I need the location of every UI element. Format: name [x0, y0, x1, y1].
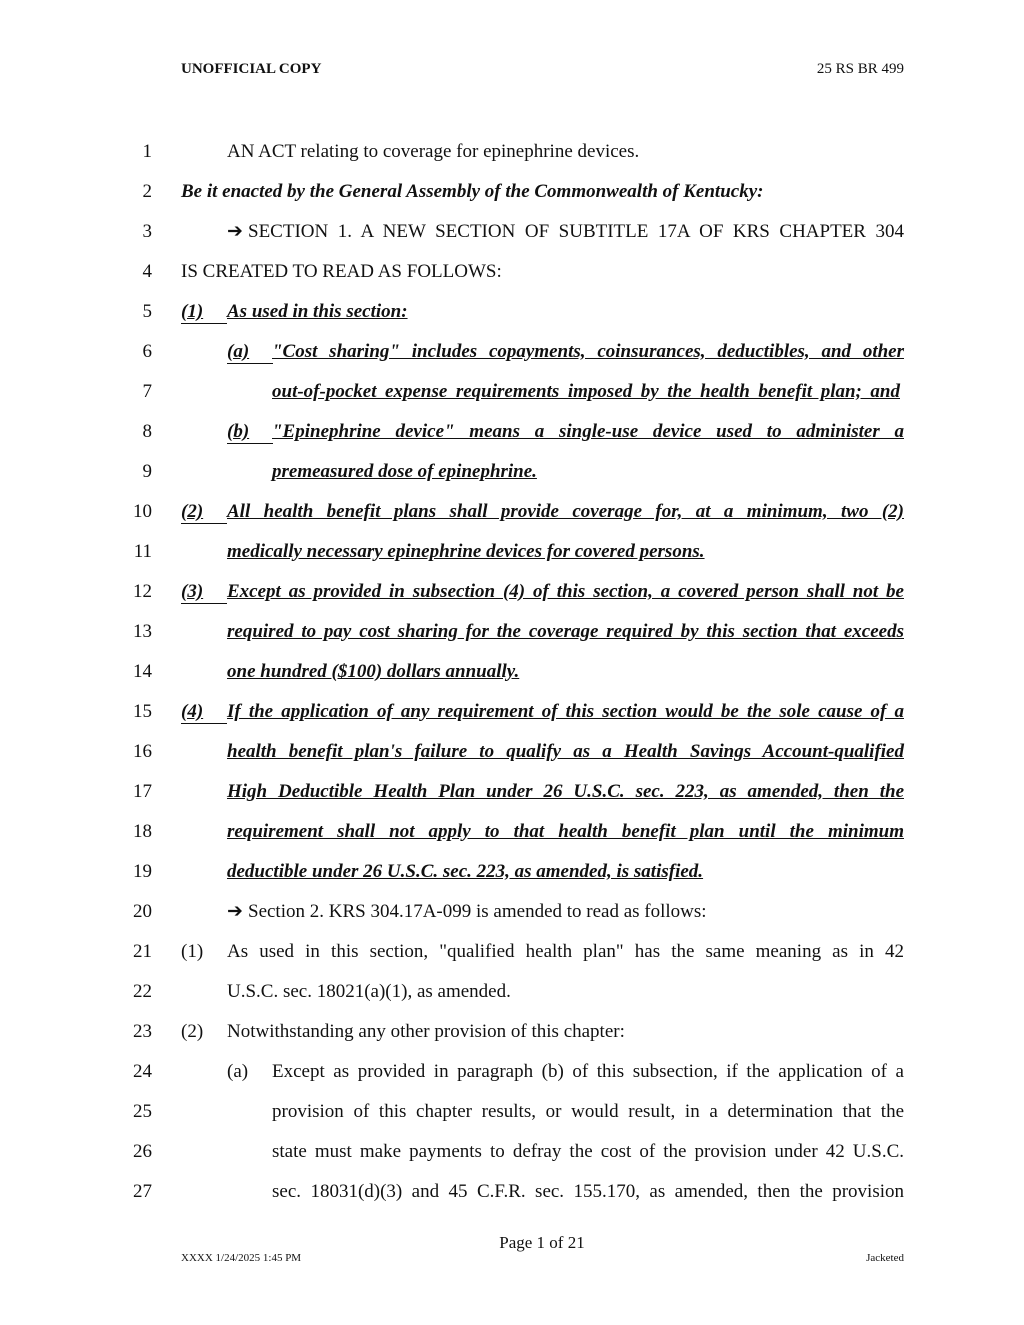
line-number: 21: [133, 941, 152, 962]
line-number: 24: [133, 1061, 152, 1082]
new-text: Except as provided in subsection (4) of this section, a covered person shall not be: [227, 581, 904, 602]
statute-text: U.S.C. sec. 18021(a)(1), as amended.: [227, 981, 511, 1002]
line: [0, 697, 1024, 727]
line: [0, 657, 1024, 687]
subsection-label: (2): [181, 501, 204, 522]
subsection-label: (1): [181, 941, 204, 962]
line: [0, 617, 1024, 647]
new-text: requirement shall not apply to that health benefit plan until the minimum: [227, 821, 904, 842]
line-number: 13: [133, 621, 152, 642]
statute-text: As used in this section, "qualified health plan" has the same meaning as in 42: [227, 941, 904, 962]
line-number: 18: [133, 821, 152, 842]
line: [0, 1137, 1024, 1167]
new-text: out-of-pocket expense requirements imposed by the health benefit plan; and: [272, 381, 900, 402]
paragraph-label: (a): [227, 341, 250, 362]
new-text: one hundred ($100) dollars annually.: [227, 661, 520, 682]
section-heading: Section 2. KRS 304.17A-099 is amended to read as follows:: [248, 901, 707, 922]
paragraph-label: (a): [227, 1061, 249, 1082]
line: [0, 497, 1024, 527]
line: [0, 1017, 1024, 1047]
line-number: 11: [133, 541, 152, 562]
line-number: 20: [133, 901, 152, 922]
line: [0, 537, 1024, 567]
subsection-label: (2): [181, 1021, 204, 1042]
line-number: 2: [142, 181, 152, 202]
line: [0, 1057, 1024, 1087]
subsection-label: (4): [181, 701, 204, 722]
line: [0, 977, 1024, 1007]
line: [0, 937, 1024, 967]
new-text: premeasured dose of epinephrine.: [272, 461, 537, 482]
act-title: AN ACT relating to coverage for epinephrine devices.: [227, 141, 640, 162]
line: [0, 417, 1024, 447]
line-number: 16: [133, 741, 152, 762]
statute-text: Notwithstanding any other provision of this chapter:: [227, 1021, 625, 1042]
line: [0, 337, 1024, 367]
subsection-label: (3): [181, 581, 204, 602]
section-heading: SECTION 1. A NEW SECTION OF SUBTITLE 17A OF KRS CHAPTER 304: [248, 221, 904, 242]
statute-text: state must make payments to defray the cost of the provision under 42 U.S.C.: [272, 1141, 904, 1162]
line: [0, 217, 1024, 247]
line-number: 25: [133, 1101, 152, 1122]
line-number: 9: [142, 461, 152, 482]
line: [0, 1097, 1024, 1127]
line-number: 15: [133, 701, 152, 722]
new-text: deductible under 26 U.S.C. sec. 223, as amended, is satisfied.: [227, 861, 704, 882]
line-number: 12: [133, 581, 152, 602]
subsection-label: (1): [181, 301, 204, 322]
line: [0, 457, 1024, 487]
footer-timestamp: XXXX 1/24/2025 1:45 PM: [181, 1252, 302, 1264]
line: [0, 177, 1024, 207]
line-number: 22: [133, 981, 152, 1002]
line-number: 7: [142, 381, 152, 402]
paragraph-label: (b): [227, 421, 250, 442]
line-number: 23: [133, 1021, 152, 1042]
line-number: 4: [142, 261, 152, 282]
line-number: 14: [133, 661, 152, 682]
line: [0, 777, 1024, 807]
line-number: 5: [142, 301, 152, 322]
header-unofficial-copy: UNOFFICIAL COPY: [181, 61, 322, 77]
new-text: If the application of any requirement of this section would be the sole cause of a: [227, 701, 904, 722]
line-number: 6: [142, 341, 152, 362]
line-number: 17: [133, 781, 152, 802]
page-number: Page 1 of 21: [499, 1233, 585, 1252]
enacting-clause: Be it enacted by the General Assembly of the Commonwealth of Kentucky:: [181, 181, 764, 202]
new-text: required to pay cost sharing for the coverage required by this section that exceeds: [227, 621, 904, 642]
header-bill-request: 25 RS BR 499: [816, 61, 904, 77]
line: [0, 577, 1024, 607]
statute-text: Except as provided in paragraph (b) of this subsection, if the application of a: [272, 1061, 904, 1082]
section-heading-cont: IS CREATED TO READ AS FOLLOWS:: [181, 261, 502, 282]
arrow-icon: ➔: [227, 221, 243, 242]
line-number: 1: [142, 141, 152, 162]
new-text: "Cost sharing" includes copayments, coinsurances, deductibles, and other: [272, 341, 904, 362]
new-text: All health benefit plans shall provide coverage for, at a minimum, two (2): [227, 501, 904, 522]
line: [0, 1177, 1024, 1207]
line-number: 8: [142, 421, 152, 442]
line: [0, 137, 1024, 167]
statute-text: provision of this chapter results, or would result, in a determination that the: [272, 1101, 904, 1122]
new-text: medically necessary epinephrine devices for covered persons.: [227, 541, 705, 562]
line-number: 27: [133, 1181, 152, 1202]
line: [0, 817, 1024, 847]
new-text: "Epinephrine device" means a single-use device used to administer a: [272, 421, 904, 442]
line: [0, 737, 1024, 767]
line-number: 3: [142, 221, 152, 242]
line: [0, 257, 1024, 287]
new-text: health benefit plan's failure to qualify as a Health Savings Account-qualified: [227, 741, 904, 762]
footer-status: Jacketed: [866, 1252, 904, 1264]
line: [0, 897, 1024, 927]
new-text: As used in this section:: [227, 301, 408, 322]
statute-text: sec. 18031(d)(3) and 45 C.F.R. sec. 155.170, as amended, then the provision: [272, 1181, 904, 1202]
arrow-icon: ➔: [227, 901, 243, 922]
line-number: 10: [133, 501, 152, 522]
line: [0, 857, 1024, 887]
line-number: 26: [133, 1141, 152, 1162]
line: [0, 297, 1024, 327]
line: [0, 377, 1024, 407]
new-text: High Deductible Health Plan under 26 U.S.C. sec. 223, as amended, then the: [227, 781, 904, 802]
line-number: 19: [133, 861, 152, 882]
